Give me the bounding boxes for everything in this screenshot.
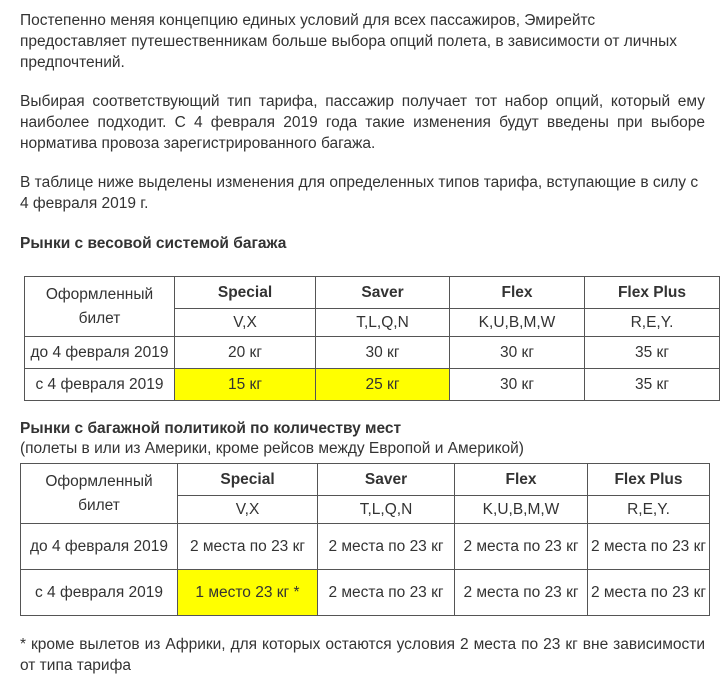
allowance-cell-highlighted: 1 место 23 кг * [178,570,318,616]
fare-name-flex: Flex [455,464,588,496]
weight-baggage-table [24,276,720,401]
allowance-cell: 30 кг [450,369,585,401]
fare-codes-special: V,X [175,309,316,337]
allowance-cell: 35 кг [585,337,720,369]
fare-name-special: Special [178,464,318,496]
table-row [21,570,710,616]
fare-codes-special: V,X [178,496,318,524]
ticket-label-cell: Оформленный билет [25,277,175,337]
allowance-cell: 35 кг [585,369,720,401]
fare-name-flex-plus: Flex Plus [585,277,720,309]
allowance-cell: 2 места по 23 кг [588,524,710,570]
allowance-cell: 30 кг [450,337,585,369]
fare-name-flex-plus: Flex Plus [588,464,710,496]
piece-section-heading: Рынки с багажной политикой по количеству мест [20,420,402,437]
fare-codes-saver: T,L,Q,N [318,496,455,524]
intro-paragraph-1: Постепенно меняя концепцию единых условий для всех пассажиров, Эмирейтс предоставляет путешественникам больше выбора опций полета, в зависимости от личных предпочтений. [20,12,677,71]
intro-paragraph-3: В таблице ниже выделены изменения для определенных типов тарифа, вступающие в силу с 4 февраля 2019 г. [20,174,699,212]
fare-name-special: Special [175,277,316,309]
fare-codes-flex-plus: R,E,Y. [585,309,720,337]
row-label: с 4 февраля 2019 [25,369,175,401]
allowance-cell: 2 места по 23 кг [455,570,588,616]
fare-name-saver: Saver [316,277,450,309]
allowance-cell-highlighted: 25 кг [316,369,450,401]
allowance-cell: 30 кг [316,337,450,369]
allowance-cell: 2 места по 23 кг [455,524,588,570]
table-row [21,524,710,570]
allowance-cell: 2 места по 23 кг [588,570,710,616]
fare-codes-saver: T,L,Q,N [316,309,450,337]
footnote: * кроме вылетов из Африки, для которых остаются условия 2 места по 23 кг вне зависимости от типа тарифа [20,636,705,674]
table-row [25,337,720,369]
fare-name-saver: Saver [318,464,455,496]
allowance-cell: 2 места по 23 кг [318,524,455,570]
fare-codes-flex-plus: R,E,Y. [588,496,710,524]
ticket-label-cell: Оформленный билет [21,464,178,524]
allowance-cell: 20 кг [175,337,316,369]
row-label: до 4 февраля 2019 [25,337,175,369]
fare-codes-flex: K,U,B,M,W [455,496,588,524]
intro-paragraph-2: Выбирая соответствующий тип тарифа, пассажир получает тот набор опций, который ему наиболее подходит. С 4 февраля 2019 года такие изменения будут введены при выборе норматива провоза зарегистрированного багажа. [20,93,705,152]
allowance-cell: 2 места по 23 кг [178,524,318,570]
fare-name-row [21,464,710,496]
piece-baggage-table [20,463,710,616]
allowance-cell: 2 места по 23 кг [318,570,455,616]
fare-name-row [25,277,720,309]
fare-codes-flex: K,U,B,M,W [450,309,585,337]
weight-section-heading: Рынки с весовой системой багажа [20,235,287,252]
piece-section-subheading: (полеты в или из Америки, кроме рейсов между Европой и Америкой) [20,440,524,457]
fare-name-flex: Flex [450,277,585,309]
table-row [25,369,720,401]
row-label: с 4 февраля 2019 [21,570,178,616]
row-label: до 4 февраля 2019 [21,524,178,570]
allowance-cell-highlighted: 15 кг [175,369,316,401]
